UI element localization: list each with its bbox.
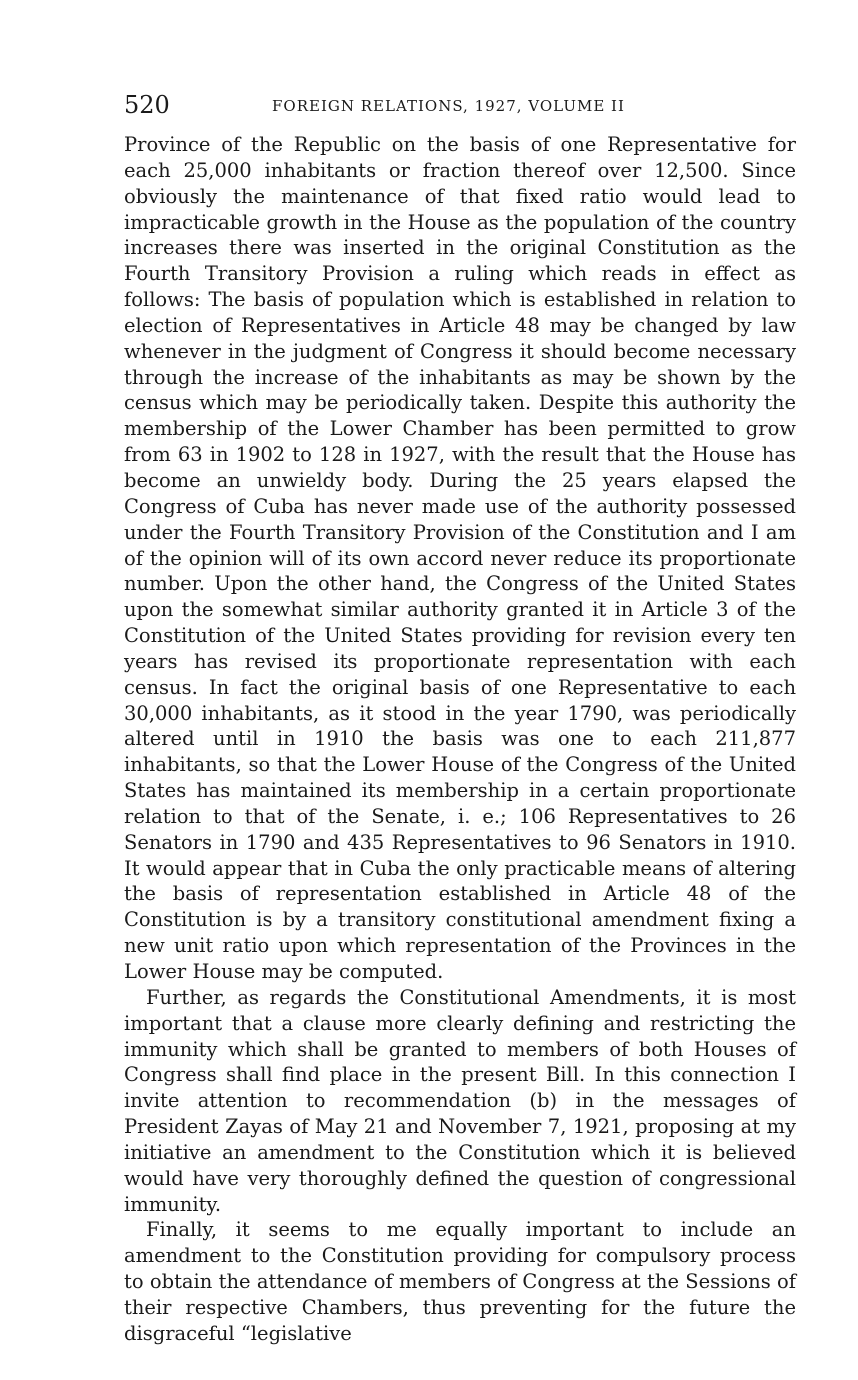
page-number: 520 (124, 91, 170, 119)
paragraph-compulsory-attendance: Finally, it seems to me equally important to include an amendment to the Constitution providing for compulsory process to obtain the attendance of members of Congress at the Sessions of their respective Chambers, thus preventing for the future the disgraceful “legislative (124, 1218, 796, 1345)
running-head (124, 90, 796, 120)
body-text (124, 132, 796, 1347)
paragraph-constitutional-amendments: Further, as regards the Constitutional Amendments, it is most important that a clause more clearly defining and restricting the immunity which shall be granted to members of both Houses of Congress shall find place in the present Bill. In this connection I invite attention to recommendation (b) in the messages of President Zayas of May 21 and November 7, 1921, proposing at my initiative an amendment to the Constitution which it is believed would have very thoroughly defined the question of congressional immunity. (124, 985, 796, 1216)
running-title: FOREIGN RELATIONS, 1927, VOLUME II (272, 97, 625, 115)
paragraph-continued: Province of the Republic on the basis of one Representative for each 25,000 inhabitants or fraction thereof over 12,500. Since obviously the maintenance of that fixed ratio would lead to impracticable growth in the House as the population of the country increases there was inserted in the original Constitution as the Fourth Transitory Provision a ruling which reads in effect as follows: The basis of population which is established in relation to election of Representatives in Article 48 may be changed by law whenever in the judgment of Congress it should become necessary through the increase of the inhabitants as may be shown by the census which may be periodically taken. Despite this authority the membership of the Lower Chamber has been permitted to grow from 63 in 1902 to 128 in 1927, with the result that the House has become an unwieldy body. During the 25 years elapsed the Congress of Cuba has never made use of the authority possessed under the Fourth Transitory Provision of the Constitution and I am of the opinion will of its own accord never reduce its proportionate number. Upon the other hand, the Congress of the United States upon the somewhat similar authority granted it in Article 3 of the Constitution of the United States providing for revision every ten years has revised its proportionate representation with each census. In fact the original basis of one Representative to each 30,000 inhabitants, as it stood in the year 1790, was periodically altered until in 1910 the basis was one to each 211,877 inhabitants, so that the Lower House of the Congress of the United States has maintained its membership in a certain proportionate relation to that of the Senate, i. e.; 106 Representatives to 26 Senators in 1790 and 435 Representatives to 96 Senators in 1910. It would appear that in Cuba the only practicable means of altering the basis of representation established in Article 48 of the Constitution is by a transitory constitutional amendment fixing a new unit ratio upon which representation of the Provinces in the Lower House may be computed. (124, 133, 796, 983)
